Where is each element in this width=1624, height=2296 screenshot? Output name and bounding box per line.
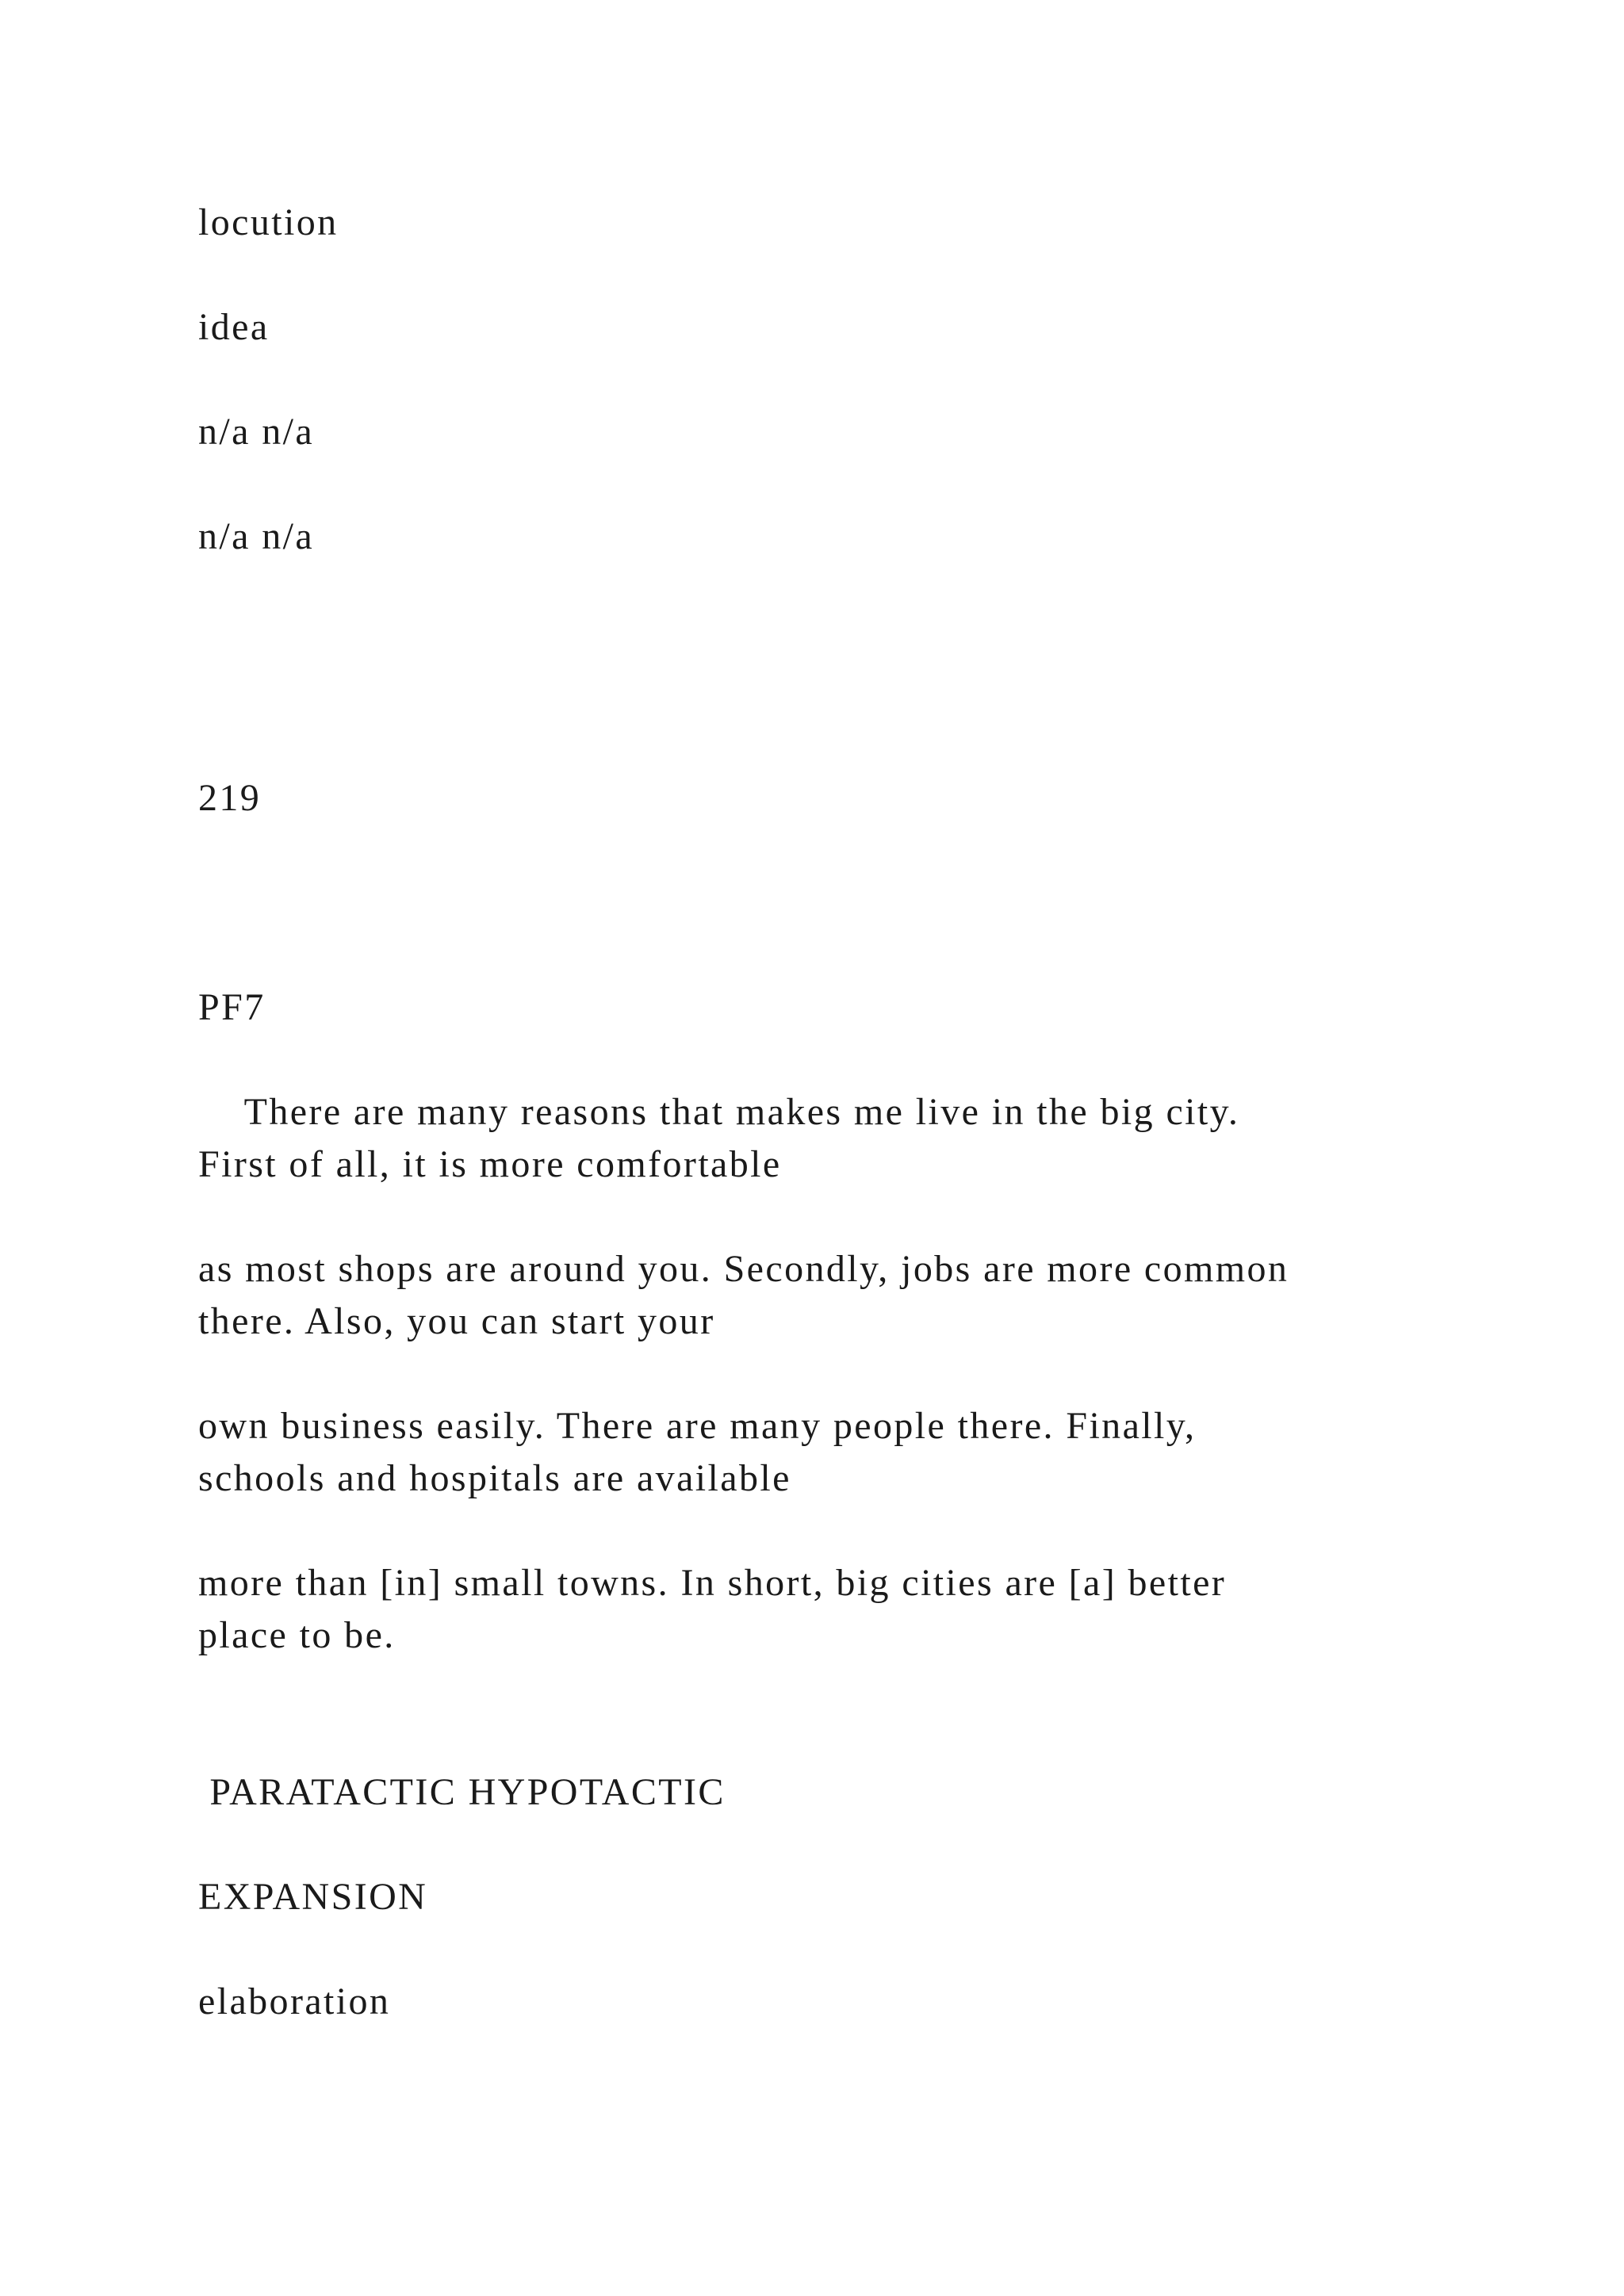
text-na-1: n/a n/a	[198, 411, 315, 453]
paragraph-line-3: own business easily. There are many people there. Finally, schools and hospitals are available	[198, 1405, 1197, 1499]
paragraph-line-2: as most shops are around you. Secondly, jobs are more common there. Also, you can start your	[198, 1248, 1289, 1342]
text-expansion: EXPANSION	[198, 1876, 428, 1918]
text-idea: idea	[198, 306, 270, 348]
text-paratactic-hypotactic: PARATACTIC HYPOTACTIC	[198, 1771, 726, 1813]
paragraph-line-1: There are many reasons that makes me live in the big city. First of all, it is more comfortable	[198, 1091, 1240, 1185]
text-elaboration: elaboration	[198, 1980, 391, 2022]
paragraph-line-4: more than [in] small towns. In short, big cities are [a] better place to be.	[198, 1562, 1227, 1656]
text-na-2: n/a n/a	[198, 515, 315, 557]
page-number: 219	[198, 777, 262, 819]
text-locution: locution	[198, 201, 339, 243]
section-label: PF7	[198, 986, 266, 1028]
